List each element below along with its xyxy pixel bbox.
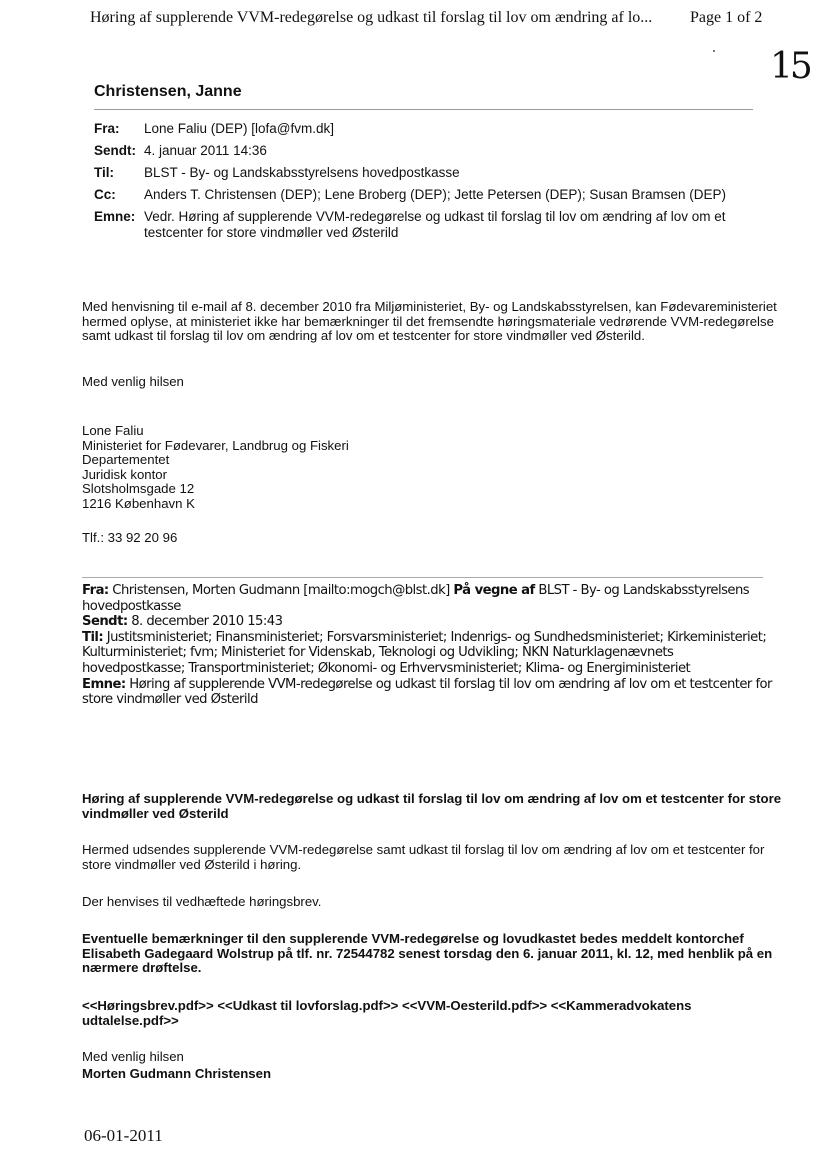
fwd-sent-label: Sendt: xyxy=(82,614,128,630)
forwarded-header xyxy=(82,583,772,708)
fwd-body-p1: Hermed udsendes supplerende VVM-redegørelse samt udkast til forslag til lov om ændring af lov om et testcenter for store vindmøller ved Østerild i høring. xyxy=(82,842,765,872)
scan-speck xyxy=(713,50,715,52)
fwd-body-heading: Høring af supplerende VVM-redegørelse og udkast til forslag til lov om ændring af lov om et testcenter for store vindmøller ved Østerild xyxy=(82,791,782,821)
fwd-subject-line xyxy=(82,677,772,708)
fwd-subject-value: Høring af supplerende VVM-redegørelse og udkast til forslag til lov om ændring af lov om et testcenter for store vindmøller ved Østerild xyxy=(82,676,772,708)
cc-row xyxy=(94,187,774,203)
cc-value: Anders T. Christensen (DEP); Lene Broberg (DEP); Jette Petersen (DEP); Susan Bramsen (DEP) xyxy=(144,187,726,202)
signature-city: 1216 København K xyxy=(82,495,195,511)
fwd-body-p2: Der henvises til vedhæftede høringsbrev. xyxy=(82,894,322,909)
footer-date: 06-01-2011 xyxy=(84,1126,163,1145)
fwd-from-value: Christensen, Morten Gudmann [mailto:mogch@blst.dk] xyxy=(112,583,450,598)
print-header-page: Page 1 of 2 xyxy=(690,9,763,26)
signature-org: Ministeriet for Fødevarer, Landbrug og Fiskeri xyxy=(82,437,349,453)
fwd-to-value: Justitsministeriet; Finansministeriet; Forsvarsministeriet; Indenrigs- og Sundhedsministeriet; Kirkeministeriet; Kulturministeriet; fvm; Ministeriet for Videnskab, Teknologi og Udvikling; NKN Naturklagenævnets hovedpostkasse; Transportministeriet; Økonomi- og Erhvervsministeriet; Klima- og Energiministeriet xyxy=(82,629,767,676)
sent-label: Sendt: xyxy=(94,143,136,158)
signature-name: Lone Faliu xyxy=(82,423,144,438)
from-label: Fra: xyxy=(94,121,120,136)
header-divider xyxy=(94,109,753,110)
fwd-behalf-label: På vegne af xyxy=(453,583,535,598)
fwd-subject-label: Emne: xyxy=(82,676,126,692)
handwritten-number: 15 xyxy=(770,46,810,87)
subject-value: Vedr. Høring af supplerende VVM-redegørelse og udkast til forslag til lov om ændring af lov om et testcenter for store vindmøller ved Østerild xyxy=(144,209,726,241)
from-row xyxy=(94,121,774,137)
sent-value: 4. januar 2011 14:36 xyxy=(144,143,267,158)
to-value: BLST - By- og Landskabsstyrelsens hovedpostkasse xyxy=(144,165,460,180)
fwd-signer: Morten Gudmann Christensen xyxy=(82,1066,272,1081)
fwd-sent-value: 8. december 2010 15:43 xyxy=(131,614,283,630)
signature-dept: Departementet xyxy=(82,452,170,468)
fwd-from-line xyxy=(82,583,772,614)
sent-row xyxy=(94,143,774,159)
reply-signature xyxy=(82,424,782,512)
signature-phone: Tlf.: 33 92 20 96 xyxy=(82,530,178,545)
fwd-sent-line xyxy=(82,614,772,630)
fwd-body-deadline: Eventuelle bemærkninger til den supplerende VVM-redegørelse og lovudkastet bedes meddelt kontorchef Elisabeth Gadegaard Wolstrup på tlf. nr. 72544782 senest torsdag den 6. januar 2011, kl. 12, med henblik på en nærmere drøftelse. xyxy=(82,931,773,976)
to-label: Til: xyxy=(94,165,114,180)
fwd-from-label: Fra: xyxy=(82,583,109,598)
reply-greeting: Med venlig hilsen xyxy=(82,374,184,389)
reply-paragraph: Med henvisning til e-mail af 8. december 2010 fra Miljøministeriet, By- og Landskabsstyrelsen, kan Fødevareministeriet hermed oplyse, at ministeriet ikke har bemærkninger til det fremsendte høringsmateriale vedrørende VVM-redegørelse samt udkast til forslag til lov om ændring af lov om et testcenter for store vindmøller ved Østerild. xyxy=(82,299,777,344)
mailbox-owner: Christensen, Janne xyxy=(94,83,242,100)
fwd-attachments: <<Høringsbrev.pdf>> <<Udkast til lovforslag.pdf>> <<VVM-Oesterild.pdf>> <<Kammeradvokatens udtalelse.pdf>> xyxy=(82,998,692,1028)
subject-row xyxy=(94,209,774,241)
email-header xyxy=(94,121,774,247)
to-row xyxy=(94,165,774,181)
forward-divider xyxy=(82,577,763,578)
from-value: Lone Faliu (DEP) [lofa@fvm.dk] xyxy=(144,121,335,136)
fwd-to-label: Til: xyxy=(82,629,104,645)
fwd-to-line xyxy=(82,630,772,677)
fwd-behalf-value: BLST - By- og Landskabsstyrelsens hovedpostkasse xyxy=(82,583,750,614)
fwd-greeting: Med venlig hilsen xyxy=(82,1049,184,1064)
subject-label: Emne: xyxy=(94,209,136,224)
signature-office: Juridisk kontor xyxy=(82,466,168,482)
signature-street: Slotsholmsgade 12 xyxy=(82,481,195,497)
cc-label: Cc: xyxy=(94,187,116,202)
print-header-title: Høring af supplerende VVM-redegørelse og udkast til forslag til lov om ændring af lo... xyxy=(90,9,653,26)
